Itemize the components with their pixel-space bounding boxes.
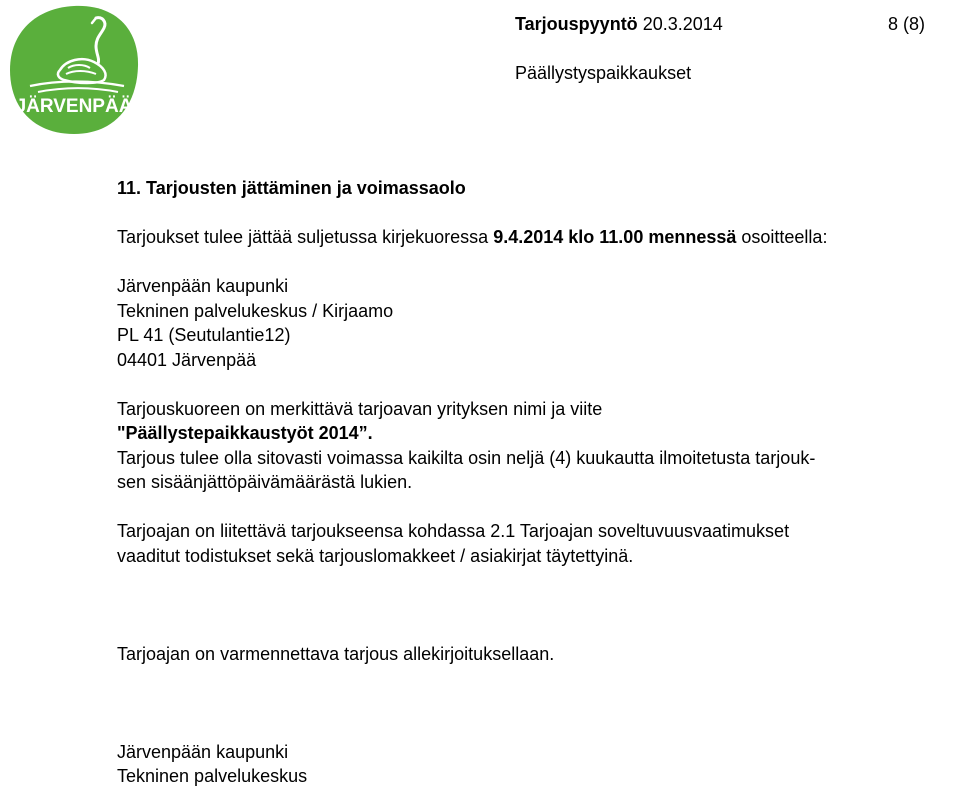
submission-instruction xyxy=(117,225,957,250)
section-heading: 11. Tarjousten jättäminen ja voimassaolo xyxy=(117,178,466,198)
closing-line: Tekninen palvelukeskus xyxy=(117,766,308,786)
address-line: PL 41 (Seutulantie12) xyxy=(117,325,291,345)
title-label: Tarjouspyyntö xyxy=(515,14,638,34)
intro-end: osoitteella: xyxy=(736,227,828,247)
address-line: Tekninen palvelukeskus / Kirjaamo xyxy=(117,300,394,321)
deadline: 9.4.2014 klo 11.00 mennessä xyxy=(493,227,737,247)
validity-line-1: Tarjous tulee olla sitovasti voimassa kaikilta osin neljä (4) kuukautta ilmoitetusta tarjouk- xyxy=(117,447,816,468)
validity-line-2: sen sisäänjättöpäivämäärästä lukien. xyxy=(117,472,413,492)
document-subtitle: Päällystyspaikkaukset xyxy=(515,63,692,83)
attachments-line-1: Tarjoajan on liitettävä tarjoukseensa kohdassa 2.1 Tarjoajan soveltuvuusvaatimukset xyxy=(117,521,790,541)
closing-line: Järvenpään kaupunki xyxy=(117,741,289,762)
attachments-line-2: vaaditut todistukset sekä tarjouslomakkeet / asiakirjat täytettyinä. xyxy=(117,545,634,566)
envelope-reference: "Päällystepaikkaustyöt 2014”. xyxy=(117,423,373,443)
svg-text:JÄRVENPÄÄ: JÄRVENPÄÄ xyxy=(15,96,133,117)
page-number: 8 (8) xyxy=(888,14,926,34)
intro-text: Tarjoukset tulee jättää suljetussa kirjekuoressa xyxy=(117,227,494,247)
address-line: Järvenpään kaupunki xyxy=(117,276,289,296)
address-line: 04401 Järvenpää xyxy=(117,349,257,370)
swan-logo-icon xyxy=(8,4,140,136)
jarvenpaa-logo xyxy=(8,4,140,136)
title-date: 20.3.2014 xyxy=(642,14,723,34)
envelope-marking: Tarjouskuoreen on merkittävä tarjoavan yrityksen nimi ja viite xyxy=(117,398,603,419)
signature-note: Tarjoajan on varmennettava tarjous allekirjoituksellaan. xyxy=(117,643,555,664)
document-title xyxy=(515,12,723,36)
section-body xyxy=(117,176,957,789)
